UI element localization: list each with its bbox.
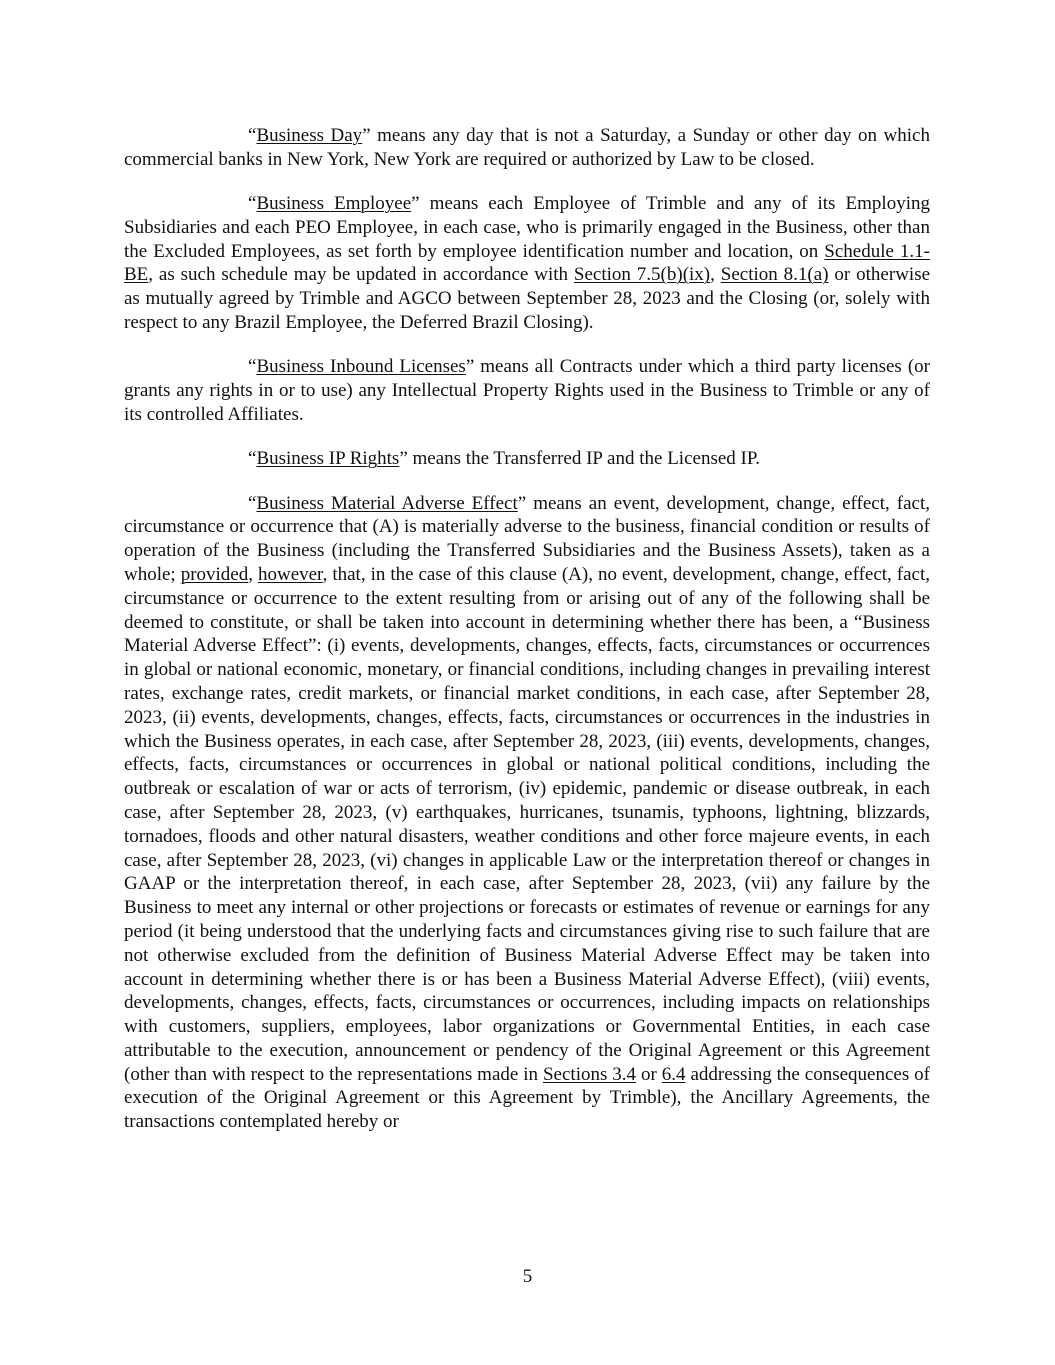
defined-term-reference: Business Inbound Licenses (256, 356, 466, 378)
definition-text: ” means an event, development, change, effect, fact, circumstance or occurrence that (A) is materially adverse to the business, financial condition or results of operation of the Business (including the Transferred Subsidiaries and the Business Assets), taken as a whole; (124, 492, 930, 585)
definition-text: “ (248, 492, 257, 514)
definition-text: , that, in the case of this clause (A), no event, development, change, effect, fact, circumstance or occurrence to the extent resulting from or arising out of any of the following shall be deemed to constitute, or shall be taken into account in determining whether there has been, a “Business Material Adverse Effect”: (i) events, developments, changes, effects, facts, circumstances or occurrences in global or national economic, monetary, or financial conditions, including changes in prevailing interest rates, exchange rates, credit markets, or financial market conditions, in each case, after September 28, 2023, (ii) events, developments, changes, effects, facts, circumstances or occurrences in the industries in which the Business operates, in each case, after September 28, 2023, (iii) events, developments, changes, effects, facts, circumstances or occurrences in global or national political conditions, including the outbreak or escalation of war or acts of terrorism, (iv) epidemic, pandemic or disease outbreak, in each case, after September 28, 2023, (v) earthquakes, hurricanes, tsunamis, typhoons, lightning, blizzards, tornadoes, floods and other natural disasters, weather conditions and other force majeure events, in each case, after September 28, 2023, (vi) changes in applicable Law or the interpretation thereof or changes in GAAP or the interpretation thereof, in each case, after September 28, 2023, (vii) any failure by the Business to meet any internal or other projections or forecasts or estimates of revenue or earnings for any period (it being understood that the underlying facts and circumstances giving rise to such failure that are not otherwise excluded from the definition of Business Material Adverse Effect may be taken into account in determining whether there is or has been a Business Material Adverse Effect), (viii) events, developments, changes, effects, facts, circumstances or occurrences, including impacts on relationships with customers, suppliers, employees, labor organizations or Governmental Entities, in each case attributable to the execution, announcement or pendency of the Original Agreement or this Agreement (other than with respect to the representations made in (124, 563, 930, 1085)
definition-text: , as such schedule may be updated in accordance with (148, 264, 574, 286)
defined-term-reference: 6.4 (661, 1063, 686, 1085)
definition-text: “ (248, 193, 257, 215)
definition-text: ” means the Transferred IP and the Licensed IP. (399, 448, 761, 470)
defined-term-reference: Section 8.1(a) (720, 264, 829, 286)
definition-text: , (248, 563, 258, 585)
defined-term-reference: however (257, 563, 323, 585)
definition-text: or (636, 1063, 662, 1085)
definition-text: “ (248, 356, 257, 378)
page-number: 5 (522, 1266, 533, 1287)
definition-business-material-adverse-effect (124, 492, 930, 1135)
definition-business-employee (124, 192, 930, 335)
defined-term-reference: Business Material Adverse Effect (256, 492, 518, 514)
definition-text: ” means all Contracts under which a third party licenses (or grants any rights in or to use) any Intellectual Property Rights used in the Business to Trimble or any of its controlled Affiliates. (124, 356, 930, 425)
defined-term-reference: Business IP Rights (256, 448, 400, 470)
defined-term-reference: provided (180, 563, 249, 585)
definition-text: addressing the consequences of execution of the Original Agreement or this Agreement by Trimble), the Ancillary Agreements, the transactions contemplated hereby or (124, 1063, 930, 1133)
definition-text: ” means any day that is not a Saturday, a Sunday or other day on which commercial banks in New York, New York are required or authorized by Law to be closed. (124, 125, 930, 170)
definition-text: or otherwise as mutually agreed by Trimble and AGCO between September 28, 2023 and the Closing (or, solely with respect to any Brazil Employee, the Deferred Brazil Closing). (124, 264, 931, 334)
defined-term-reference: Schedule 1.1-BE (124, 240, 930, 286)
definition-text: , (710, 264, 721, 286)
defined-term-reference: Business Day (256, 125, 363, 146)
defined-term-reference: Sections 3.4 (542, 1063, 637, 1085)
definition-business-ip-rights (124, 447, 930, 471)
definition-text: “ (248, 448, 257, 470)
definition-business-day (124, 124, 930, 172)
definition-text: ” means each Employee of Trimble and any of its Employing Subsidiaries and each PEO Employee, in each case, who is primarily engaged in the Business, other than the Excluded Employees, as set forth by employee identification number and location, on (124, 193, 930, 262)
document-page (124, 124, 930, 1155)
defined-term-reference: Section 7.5(b)(ix) (573, 264, 711, 286)
definition-text: “ (248, 125, 257, 146)
defined-term-reference: Business Employee (256, 193, 412, 215)
definition-business-inbound-licenses (124, 355, 930, 426)
